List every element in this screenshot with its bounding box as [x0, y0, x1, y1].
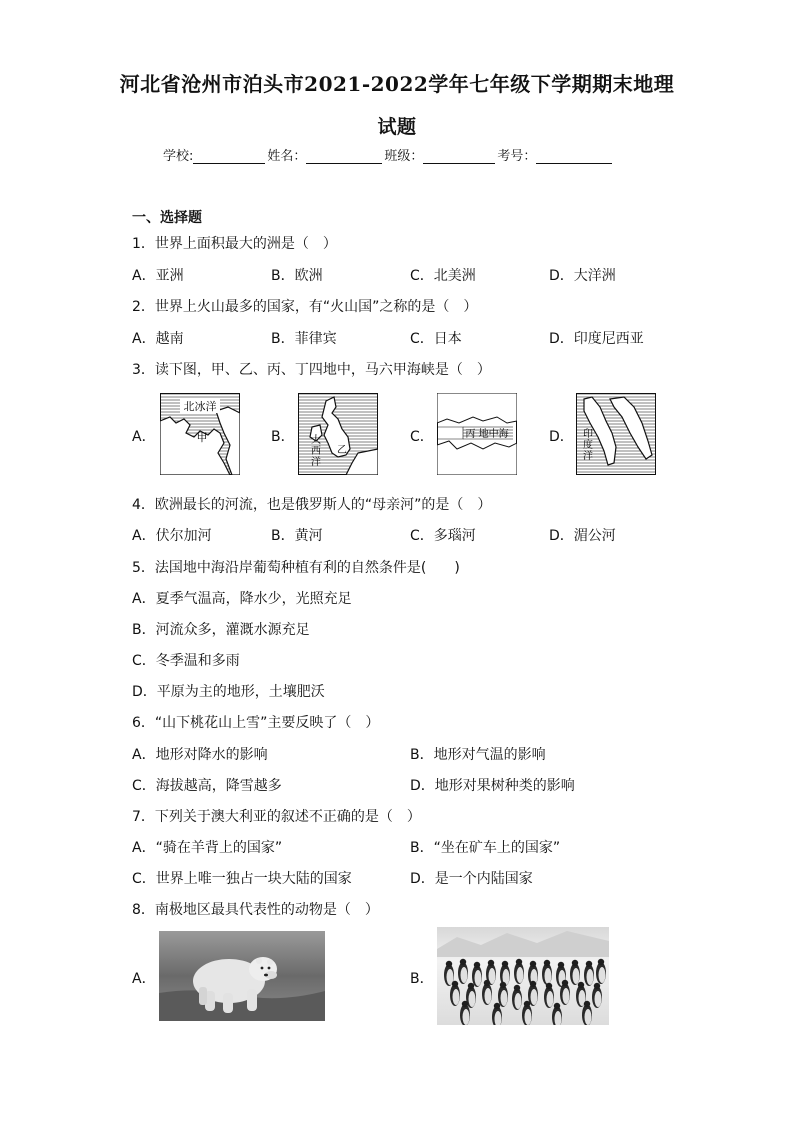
q2-option-a[interactable]: A．越南	[132, 331, 184, 347]
map-d-ocean-label: 印度洋	[583, 429, 593, 462]
q6-option-a[interactable]: A．地形对降水的影响	[132, 747, 268, 763]
q4-option-b[interactable]: B．黄河	[271, 528, 323, 544]
q6-option-d[interactable]: D．地形对果树种类的影响	[410, 778, 575, 794]
q6-option-c[interactable]: C．海拔越高，降雪越多	[132, 778, 282, 794]
q4-option-a[interactable]: A．伏尔加河	[132, 528, 212, 544]
map-c-sea-label: 丙 地中海	[465, 429, 509, 440]
class-blank[interactable]	[423, 149, 495, 164]
question-6-stem: 6．“山下桃花山上雪”主要反映了（ ）	[132, 715, 380, 731]
name-label: 姓名：	[267, 149, 307, 164]
map-b-mark: 乙	[337, 445, 347, 456]
polar-bear-photo[interactable]	[159, 931, 325, 1021]
q2-option-b[interactable]: B．菲律宾	[271, 331, 337, 347]
question-7-stem: 7．下列关于澳大利亚的叙述不正确的是（ ）	[132, 809, 421, 825]
q7-option-a[interactable]: A．“骑在羊背上的国家”	[132, 840, 283, 856]
question-4-stem: 4．欧洲最长的河流，也是俄罗斯人的“母亲河”的是（ ）	[132, 497, 492, 513]
question-3-stem: 3．读下图，甲、乙、丙、丁四地中，马六甲海峡是（ ）	[132, 362, 491, 378]
q3-option-b[interactable]: B．	[271, 429, 295, 445]
school-label: 学校:	[163, 149, 194, 164]
q2-option-c[interactable]: C．日本	[410, 331, 462, 347]
number-label: 考号：	[497, 149, 537, 164]
penguins-photo[interactable]	[437, 927, 609, 1025]
class-label: 班级：	[384, 149, 424, 164]
q1-option-a[interactable]: A．亚洲	[132, 268, 184, 284]
q6-option-b[interactable]: B．地形对气温的影响	[410, 747, 546, 763]
q5-option-b[interactable]: B．河流众多，灌溉水源充足	[132, 622, 310, 638]
question-8-stem: 8．南极地区最具代表性的动物是（ ）	[132, 902, 379, 918]
q5-option-a[interactable]: A．夏季气温高，降水少，光照充足	[132, 591, 352, 607]
map-a-ocean-label: 北冰洋	[183, 400, 217, 413]
student-info-row	[163, 145, 614, 164]
question-1-stem: 1．世界上面积最大的洲是（ ）	[132, 236, 337, 252]
map-b-ocean-label: 大西洋	[311, 435, 321, 468]
school-blank[interactable]	[193, 149, 265, 164]
q7-option-c[interactable]: C．世界上唯一独占一块大陆的国家	[132, 871, 352, 887]
question-5-stem: 5．法国地中海沿岸葡萄种植有利的自然条件是( )	[132, 560, 460, 576]
q4-option-c[interactable]: C．多瑙河	[410, 528, 476, 544]
q1-option-b[interactable]: B．欧洲	[271, 268, 323, 284]
exam-title-line2: 试题	[377, 116, 417, 138]
q5-option-c[interactable]: C．冬季温和多雨	[132, 653, 240, 669]
q4-option-d[interactable]: D．湄公河	[549, 528, 616, 544]
q8-option-b[interactable]: B．	[410, 971, 434, 987]
map-d-image[interactable]	[576, 393, 656, 475]
q3-option-a[interactable]: A．	[132, 429, 156, 445]
map-a-mark: 甲	[196, 431, 208, 444]
q7-option-d[interactable]: D．是一个内陆国家	[410, 871, 533, 887]
number-blank[interactable]	[536, 149, 612, 164]
section-heading: 一、选择题	[132, 210, 202, 226]
map-a-image[interactable]	[160, 393, 240, 475]
q3-option-c[interactable]: C．	[410, 429, 434, 445]
map-c-image[interactable]	[437, 393, 517, 475]
q1-option-d[interactable]: D．大洋洲	[549, 268, 616, 284]
q3-option-d[interactable]: D．	[549, 429, 574, 445]
q7-option-b[interactable]: B．“坐在矿车上的国家”	[410, 840, 561, 856]
q1-option-c[interactable]: C．北美洲	[410, 268, 476, 284]
q8-option-a[interactable]: A．	[132, 971, 156, 987]
exam-title-line1: 河北省沧州市泊头市2021-2022学年七年级下学期期末地理	[119, 72, 675, 96]
q2-option-d[interactable]: D．印度尼西亚	[549, 331, 644, 347]
name-blank[interactable]	[306, 149, 382, 164]
map-b-image[interactable]	[298, 393, 378, 475]
question-2-stem: 2．世界上火山最多的国家，有“火山国”之称的是（ ）	[132, 299, 478, 315]
q5-option-d[interactable]: D．平原为主的地形，土壤肥沃	[132, 684, 325, 700]
